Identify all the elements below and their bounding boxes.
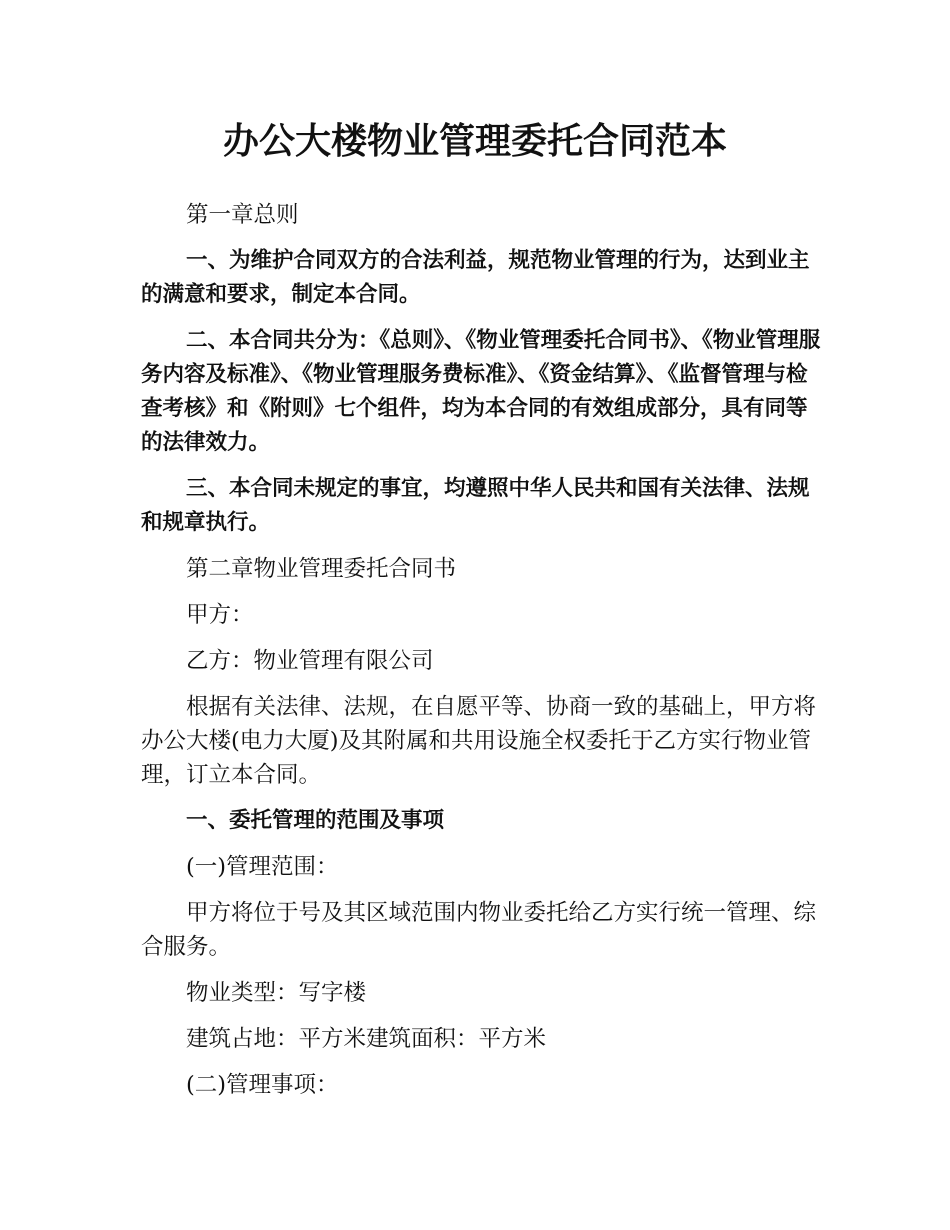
clause-paragraph: 一、为维护合同双方的合法利益，规范物业管理的行为，达到业主的满意和要求，制定本合同。	[141, 248, 810, 307]
section-heading: 一、委托管理的范围及事项	[186, 808, 445, 833]
chapter-heading: 第二章物业管理委托合同书	[186, 556, 457, 582]
clause-paragraph: 三、本合同未规定的事宜，均遵照中华人民共和国有关法律、法规和规章执行。	[141, 476, 810, 535]
party-a-line: 甲方：	[186, 602, 254, 628]
party-b-line: 乙方：物业管理有限公司	[186, 648, 434, 674]
body-paragraph: 根据有关法律、法规，在自愿平等、协商一致的基础上，甲方将办公大楼(电力大厦)及其附属和共用设施全权委托于乙方实行物业管理，订立本合同。	[141, 694, 817, 788]
document-title: 办公大楼物业管理委托合同范本	[222, 121, 727, 162]
document-body	[141, 198, 826, 1102]
subsection-heading: (一)管理范围：	[186, 854, 339, 880]
chapter-heading: 第一章总则	[186, 202, 299, 228]
clause-paragraph: 二、本合同共分为：《总则》、《物业管理委托合同书》、《物业管理服务内容及标准》、《物业管理服务费标准》、《资金结算》、《监督管理与检查考核》和《附则》七个组件，均为本合同的有效组成部分，具有同等的法律效力。	[141, 328, 821, 455]
property-type-line: 物业类型：写字楼	[186, 980, 367, 1006]
building-area-line: 建筑占地：平方米建筑面积：平方米	[186, 1026, 547, 1052]
body-paragraph: 甲方将位于号及其区域范围内物业委托给乙方实行统一管理、综合服务。	[141, 900, 817, 960]
subsection-heading: (二)管理事项：	[186, 1072, 339, 1098]
